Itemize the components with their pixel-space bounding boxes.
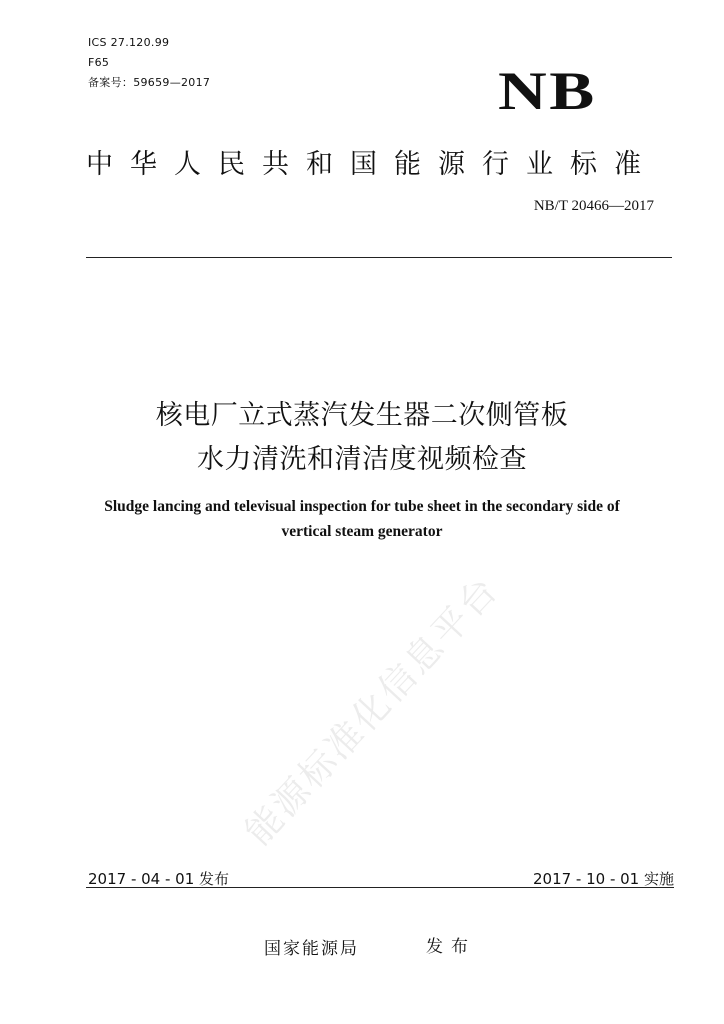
top-divider bbox=[86, 257, 672, 258]
issuing-authority: 国家能源局 bbox=[264, 939, 359, 959]
title-chinese-line-1: 核电厂立式蒸汽发生器二次侧管板 bbox=[155, 400, 569, 431]
issue-label: 发布 bbox=[426, 937, 476, 957]
title-chinese-line-2: 水力清洗和清洁度视频检查 bbox=[197, 444, 527, 475]
ics-code: ICS 27.120.99 bbox=[88, 36, 170, 49]
standard-type-heading: 中华人民共和国能源行业标准 bbox=[86, 149, 658, 180]
title-english-line-1: Sludge lancing and televisual inspection for tube sheet in the secondary side of bbox=[104, 498, 620, 515]
publish-date: 2017 - 04 - 01 发布 bbox=[88, 870, 230, 888]
implementation-date: 2017 - 10 - 01 实施 bbox=[532, 870, 674, 888]
watermark-text: 能源标准化信息平台 bbox=[237, 568, 508, 854]
standard-number: NB/T 20466—2017 bbox=[533, 198, 654, 214]
record-number: 备案号：59659—2017 bbox=[88, 76, 211, 89]
nb-logo: NB bbox=[498, 61, 597, 121]
title-english-line-2: vertical steam generator bbox=[281, 523, 443, 540]
bottom-divider bbox=[86, 887, 674, 888]
classification-code: F65 bbox=[88, 56, 110, 69]
